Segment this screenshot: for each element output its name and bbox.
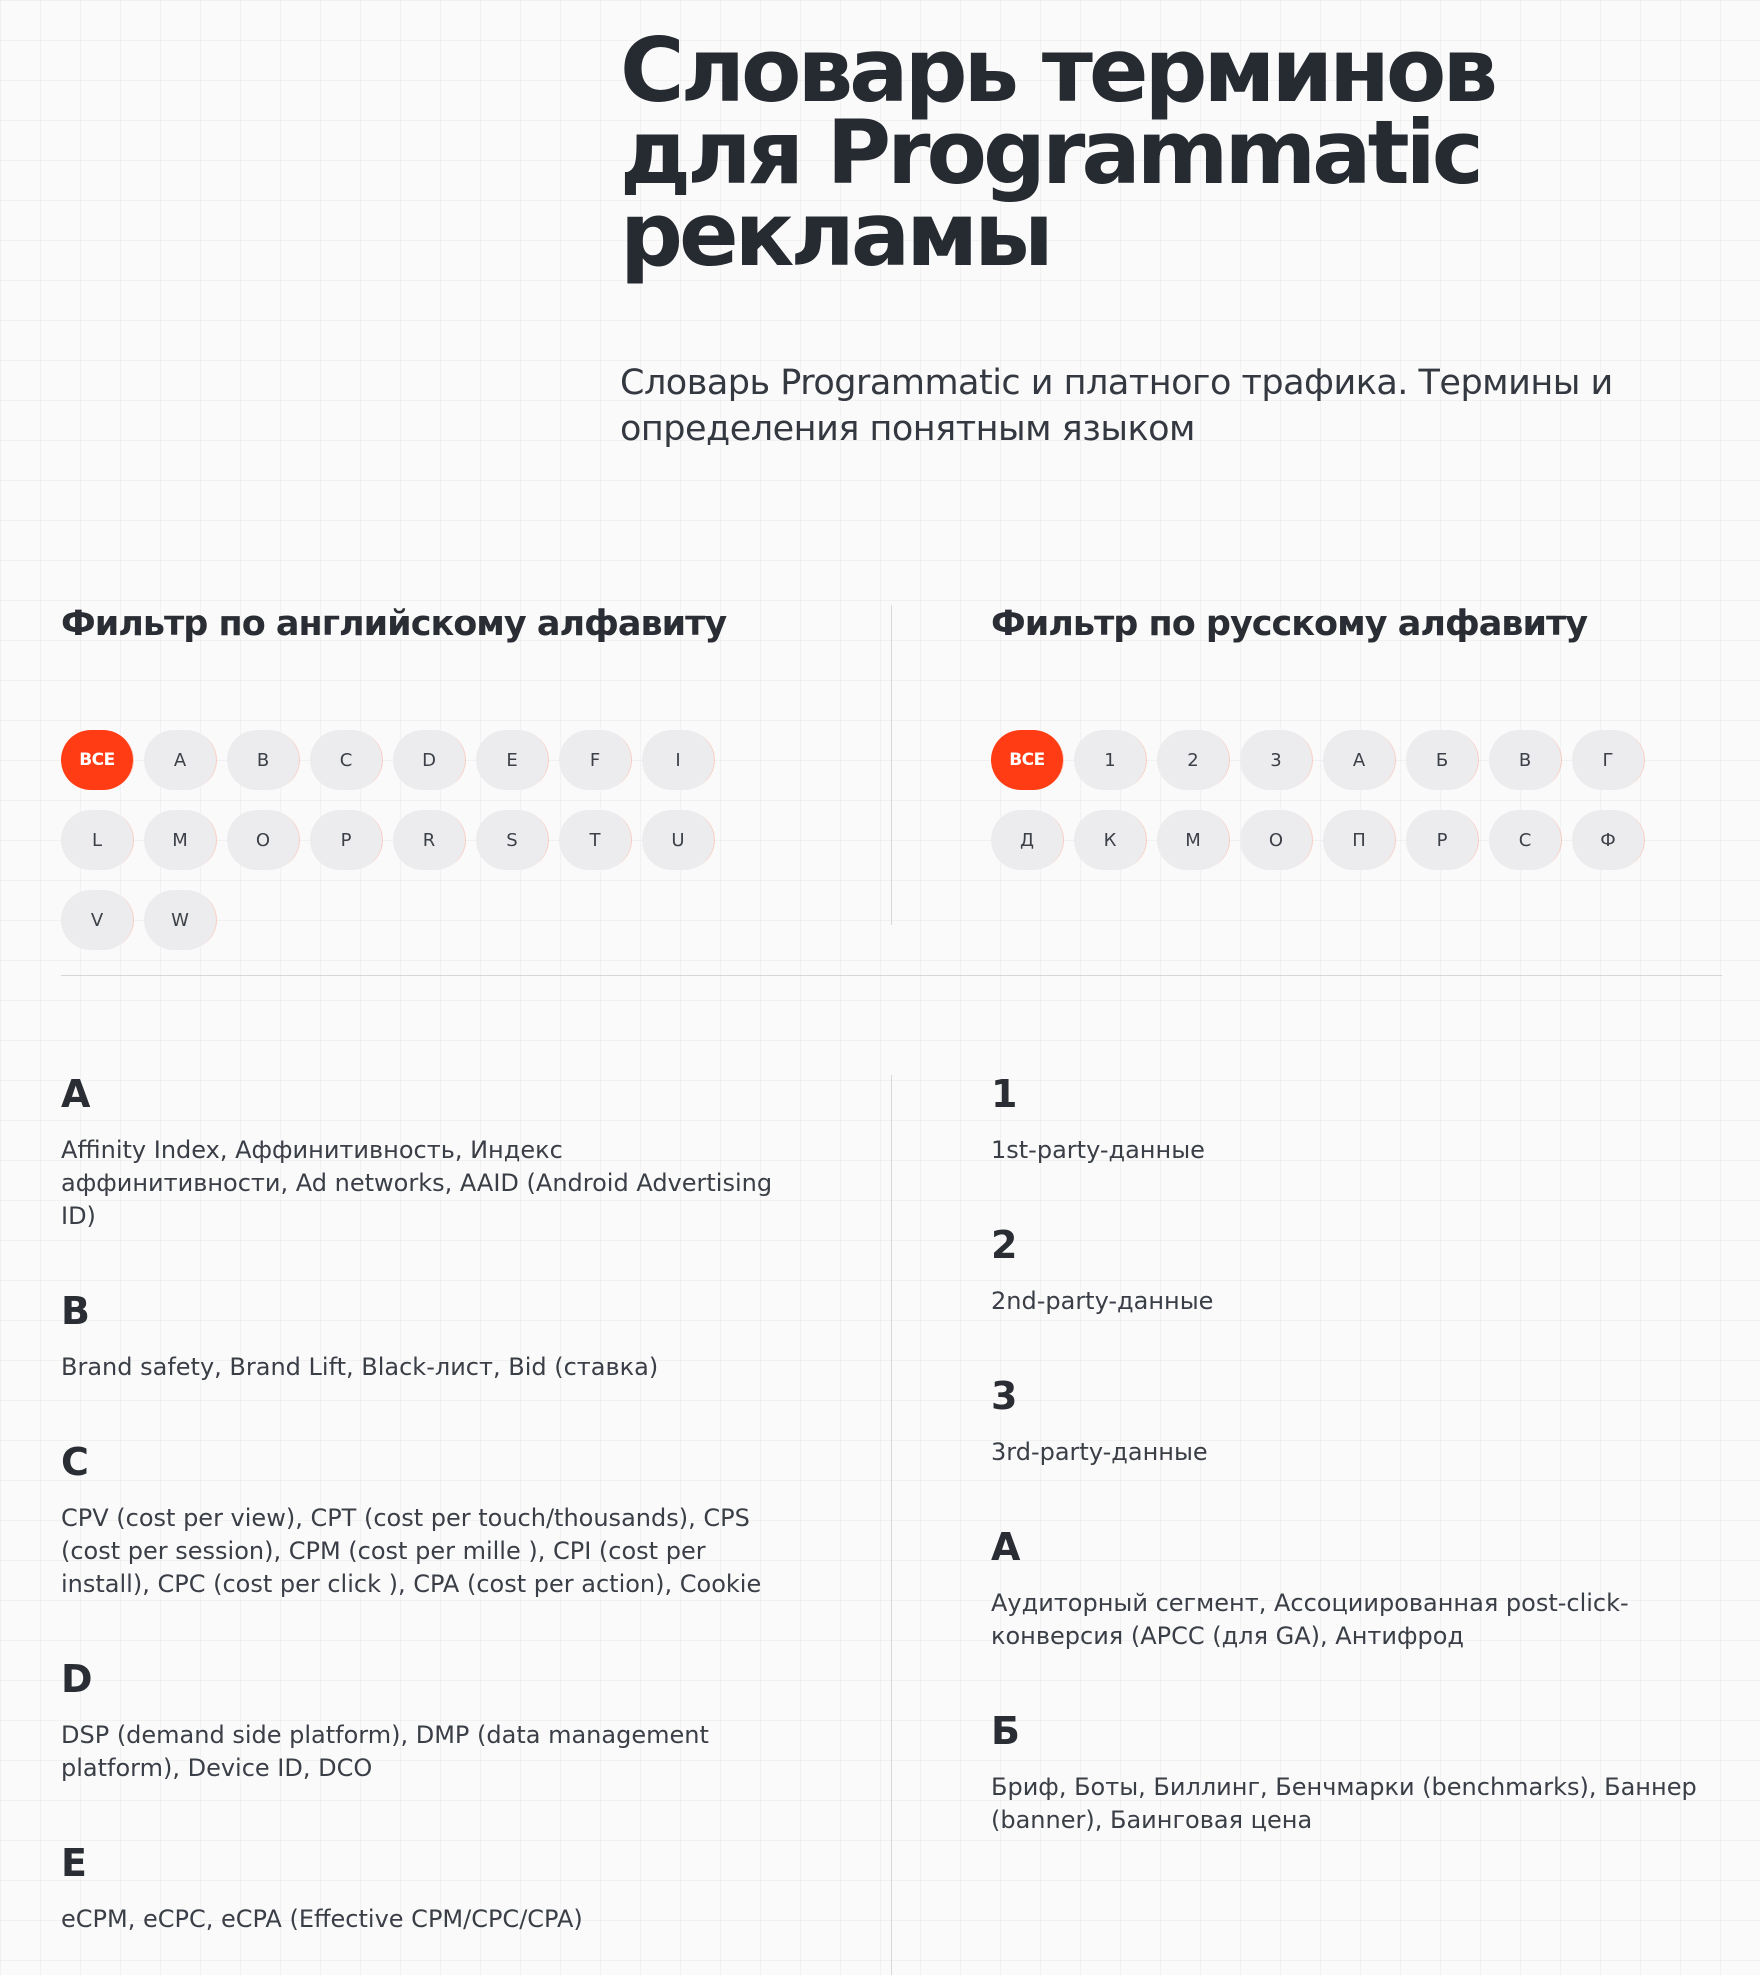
term-group <box>991 1068 1711 1167</box>
russian-filter-chip[interactable]: К <box>1074 810 1146 870</box>
term-group-letter: 3 <box>991 1374 1018 1418</box>
russian-filter-chip[interactable]: С <box>1489 810 1561 870</box>
term-group <box>61 1837 781 1936</box>
russian-filter-chip[interactable]: О <box>1240 810 1312 870</box>
english-filter-chip[interactable]: B <box>227 730 299 790</box>
term-group-links[interactable]: eCPM, eCPC, eCPA (Effective CPM/CPC/CPA) <box>61 1905 583 1933</box>
english-filter-chip[interactable]: P <box>310 810 382 870</box>
russian-filter-chip[interactable]: Г <box>1572 730 1644 790</box>
section-divider <box>61 975 1722 976</box>
term-group-letter: A <box>61 1072 91 1116</box>
russian-filter-chip[interactable]: Д <box>991 810 1063 870</box>
term-group-letter: А <box>991 1525 1021 1569</box>
russian-filter-chip[interactable]: А <box>1323 730 1395 790</box>
russian-filter-chip[interactable]: П <box>1323 810 1395 870</box>
english-filter-chip[interactable]: S <box>476 810 548 870</box>
term-group-links[interactable]: 3rd-party-данные <box>991 1438 1208 1466</box>
term-group <box>991 1705 1711 1837</box>
term-group <box>61 1068 781 1233</box>
page-subtitle: Словарь Programmatic и платного трафика. Термины и определения понятным языком <box>620 363 1613 449</box>
english-filter-chip[interactable]: E <box>476 730 548 790</box>
term-group <box>61 1285 781 1384</box>
english-filter-chip[interactable]: M <box>144 810 216 870</box>
english-filter-chip[interactable]: C <box>310 730 382 790</box>
russian-filter-heading: Фильтр по русскому алфавиту <box>991 604 1588 644</box>
english-filter-chip[interactable]: W <box>144 890 216 950</box>
term-group-letter: D <box>61 1657 93 1701</box>
page-title <box>620 19 1720 286</box>
term-group-letter: C <box>61 1440 89 1484</box>
term-group <box>991 1521 1711 1653</box>
russian-filter-chip[interactable]: Р <box>1406 810 1478 870</box>
term-group <box>991 1219 1711 1318</box>
english-filter-chip[interactable]: I <box>642 730 714 790</box>
term-group-letter: Б <box>991 1709 1020 1753</box>
russian-filter-chip[interactable]: 2 <box>1157 730 1229 790</box>
english-filter-chip[interactable]: R <box>393 810 465 870</box>
english-filter-chip[interactable]: D <box>393 730 465 790</box>
russian-filter-chip[interactable]: Ф <box>1572 810 1644 870</box>
english-filter-chip[interactable]: ВСЕ <box>61 730 133 790</box>
filter-column-divider <box>891 605 892 925</box>
english-filter-chip[interactable]: V <box>61 890 133 950</box>
russian-filter-chip[interactable]: ВСЕ <box>991 730 1063 790</box>
term-group <box>991 1370 1711 1469</box>
term-group-links[interactable]: 2nd-party-данные <box>991 1287 1214 1315</box>
term-group-links[interactable]: DSP (demand side platform), DMP (data management platform), Device ID, DCO <box>61 1721 709 1782</box>
english-filter-chip[interactable]: T <box>559 810 631 870</box>
term-group-links[interactable]: Brand safety, Brand Lift, Black-лист, Bid (ставка) <box>61 1353 659 1381</box>
term-group-letter: 1 <box>991 1072 1018 1116</box>
russian-filter-chip[interactable]: М <box>1157 810 1229 870</box>
term-group-links[interactable]: Бриф, Боты, Биллинг, Бенчмарки (benchmarks), Баннер (banner), Баинговая цена <box>991 1773 1697 1834</box>
english-filter-chip[interactable]: L <box>61 810 133 870</box>
page-title-line-2: для Programmatic <box>620 101 1480 204</box>
english-filter-chip[interactable]: A <box>144 730 216 790</box>
term-group <box>61 1653 781 1785</box>
russian-filter-chip[interactable]: Б <box>1406 730 1478 790</box>
russian-terms-list <box>991 1068 1711 1837</box>
term-group-links[interactable]: CPV (cost per view), CPT (cost per touch/thousands), CPS (cost per session), CPM (cost per mille ), CPI (cost per install), CPC (cost per click ), CPA (cost per action), Cookie <box>61 1504 762 1598</box>
term-group-links[interactable]: Аудиторный сегмент, Ассоциированная post-click-конверсия (АPCC (для GA), Антифрод <box>991 1589 1629 1650</box>
english-filter-chip[interactable]: F <box>559 730 631 790</box>
russian-filter-chip[interactable]: 1 <box>1074 730 1146 790</box>
russian-filter <box>991 600 1681 890</box>
term-group-letter: 2 <box>991 1223 1018 1267</box>
english-filter-chip[interactable]: O <box>227 810 299 870</box>
english-filter-heading: Фильтр по английскому алфавиту <box>61 604 727 644</box>
page-title-line-3: рекламы <box>620 183 1050 286</box>
terms-column-divider <box>891 1075 892 1975</box>
english-filter-chips <box>61 730 741 970</box>
english-terms-list <box>61 1068 781 1936</box>
russian-filter-chip[interactable]: В <box>1489 730 1561 790</box>
term-group-links[interactable]: 1st-party-данные <box>991 1136 1205 1164</box>
russian-filter-chips <box>991 730 1671 890</box>
english-filter <box>61 600 751 970</box>
term-group-letter: B <box>61 1289 90 1333</box>
term-group <box>61 1436 781 1601</box>
english-filter-chip[interactable]: U <box>642 810 714 870</box>
page-title-line-1: Словарь терминов <box>620 19 1495 122</box>
russian-filter-chip[interactable]: 3 <box>1240 730 1312 790</box>
term-group-letter: E <box>61 1841 87 1885</box>
term-group-links[interactable]: Affinity Index, Аффинитивность, Индекс аффинитивности, Ad networks, AAID (Android Advertising ID) <box>61 1136 773 1230</box>
